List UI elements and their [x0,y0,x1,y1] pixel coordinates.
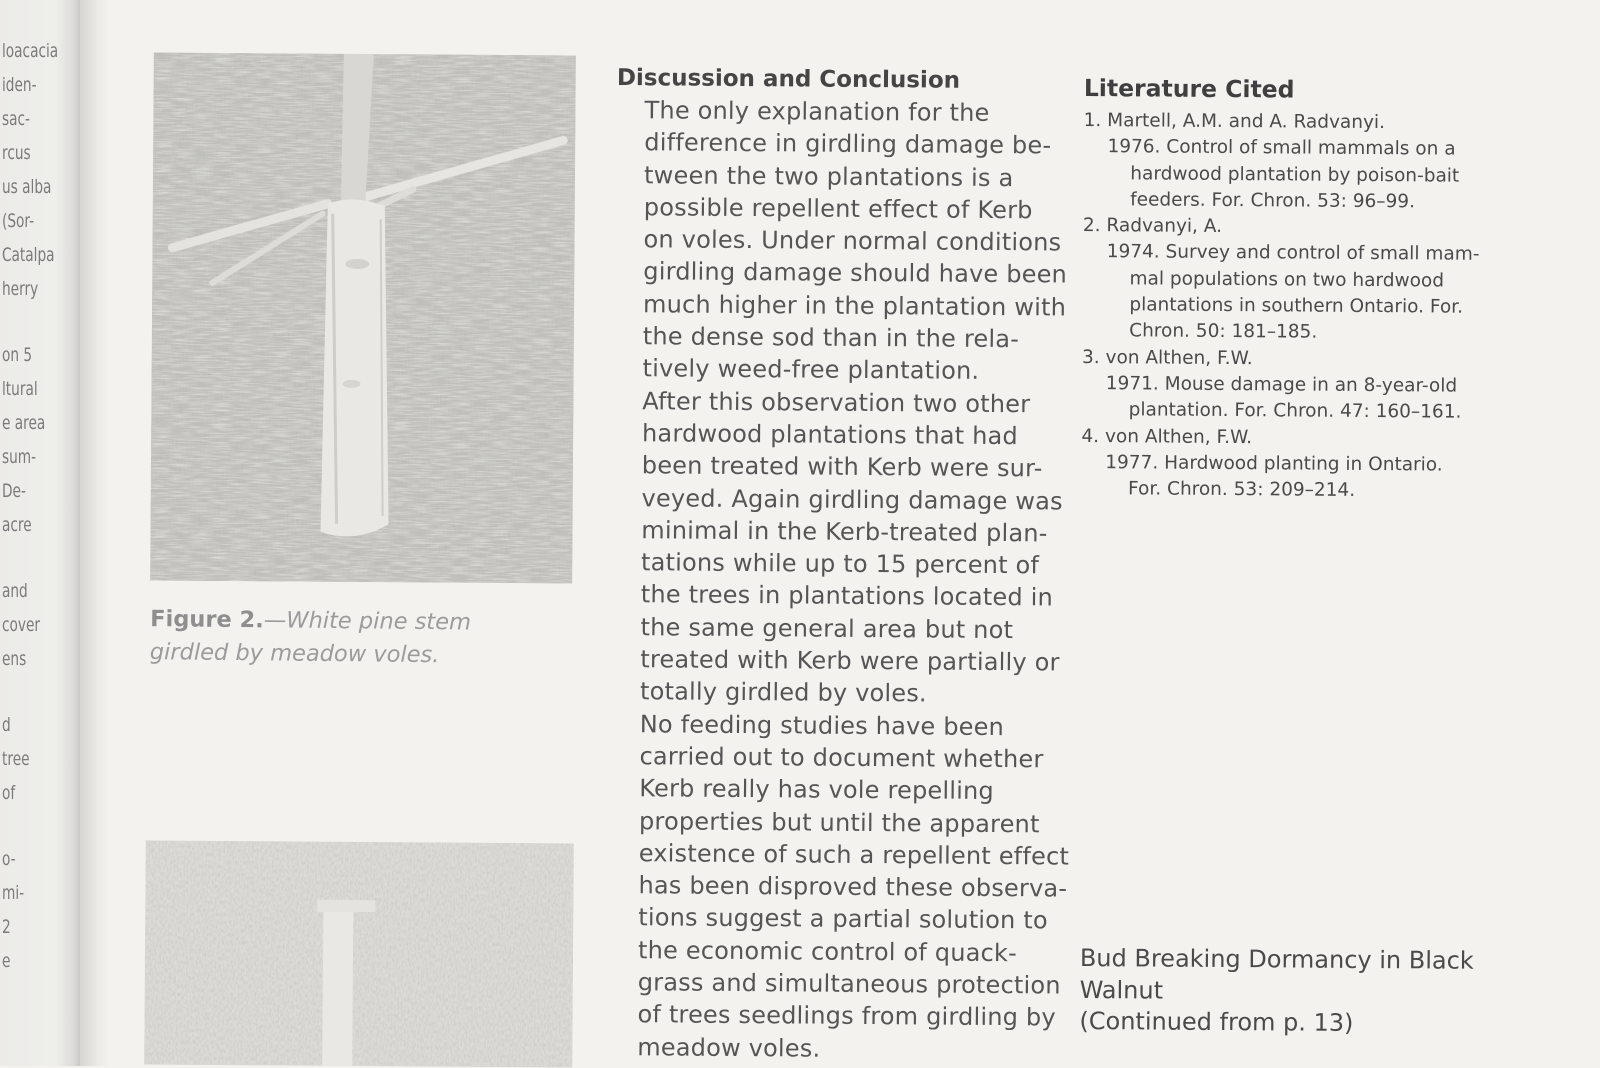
reference-author: 3. von Althen, F.W. [1081,346,1253,369]
paragraph-line: The only explanation for the [644,96,990,127]
continued-notice-line: Bud Breaking Dormancy in Black [1079,944,1474,975]
discussion-body [609,94,1070,1066]
paragraph-line: Kerb really has vole repelling [639,774,994,806]
paragraph-line: on voles. Under normal conditions [643,225,1062,257]
paragraph-line: the trees in plantations located in [640,580,1054,612]
paragraph-line: No feeding studies have been [639,709,1005,741]
paragraph-line: grass and simultaneous protection [637,968,1061,1000]
discussion-paragraph [612,385,1063,711]
adjacent-page-strip [0,0,80,1066]
adjacent-page-text-fragment: herry [2,278,39,300]
adjacent-page-text-fragment: d [2,714,11,736]
paragraph-line: tations while up to 15 percent of [640,548,1040,580]
discussion-paragraph [609,708,1070,1067]
book-gutter [80,0,110,1066]
paragraph-line: possible repellent effect of Kerb [643,193,1033,225]
continued-notice-line: Walnut [1079,975,1164,1005]
figure-2-photo [150,53,576,584]
literature-heading: Literature Cited [1083,73,1295,104]
adjacent-page-text-fragment: mi- [2,882,25,904]
paragraph-line: the economic control of quack- [637,935,1018,967]
adjacent-page-text-fragment: 2 [2,916,11,938]
adjacent-page-text-fragment: o- [2,848,16,870]
reference-continuation-line: hardwood plantation by poison-bait [1130,162,1460,187]
paragraph-line: meadow voles. [637,1032,821,1063]
reference-continuation-line: mal populations on two hardwood [1129,268,1445,292]
paragraph-line: difference in girdling damage be- [644,128,1052,160]
adjacent-page-text-fragment: rcus [2,142,31,164]
adjacent-page-text-fragment: e area [2,412,46,434]
discussion-paragraph [614,94,1068,388]
reference-continuation-line: For. Chron. 53: 209–214. [1128,478,1356,502]
reference-entry [1083,108,1524,216]
discussion-section [609,62,1070,1066]
adjacent-page-text-fragment: tree [2,748,30,770]
figure-caption-text: —White pine stem girdled by meadow voles. [149,607,472,669]
pine-stem-photo-illustration [150,53,576,584]
paragraph-line: much higher in the plantation with [642,289,1067,322]
paragraph-line: has been disproved these observa- [638,871,1068,903]
adjacent-page-text-fragment: and [2,580,28,602]
paragraph-line: tions suggest a partial solution to [638,903,1048,935]
paragraph-line: minimal in the Kerb-treated plan- [641,516,1048,548]
adjacent-page-text-fragment: acre [2,514,32,536]
reference-author: 4. von Althen, F.W. [1081,425,1253,448]
reference-title-line: 1971. Mouse damage in an 8-year-old [1105,373,1458,397]
paragraph-line: veyed. Again girdling damage was [641,483,1063,516]
discussion-heading: Discussion and Conclusion [616,64,961,94]
reference-author: 2. Radvanyi, A. [1082,215,1223,238]
figure-label: Figure 2. [150,606,264,634]
paragraph-line: properties but until the apparent [638,806,1040,838]
adjacent-page-text-fragment: ltural [2,378,38,400]
adjacent-page-text-fragment: De- [2,480,26,502]
paragraph-line: totally girdled by voles. [639,677,927,708]
reference-continuation-line: Chron. 50: 181–185. [1129,320,1318,344]
adjacent-page-text-fragment: sum- [2,446,37,468]
reference-entry [1081,424,1522,506]
paragraph-line: the dense sod than in the rela- [642,322,1020,354]
paragraph-line: tween the two plantations is a [644,160,1014,192]
reference-continuation-line: feeders. For. Chron. 53: 96–99. [1130,189,1416,213]
second-figure-photo [144,841,574,1068]
paragraph-line: treated with Kerb were partially or [640,645,1060,677]
reference-entry [1082,213,1523,348]
adjacent-page-text-fragment: of [2,782,16,804]
reference-entry [1082,345,1523,427]
paragraph-line: been treated with Kerb were sur- [641,451,1043,483]
paragraph-line: of trees seedlings from girdling by [637,1000,1056,1032]
reference-continuation-line: plantation. For. Chron. 47: 160–161. [1128,399,1462,423]
reference-title-line: 1974. Survey and control of small mam- [1106,241,1480,266]
paragraph-line: girdling damage should have been [643,257,1068,290]
paragraph-line: the same general area but not [640,612,1014,644]
continued-notice-line: (Continued from p. 13) [1079,1006,1354,1037]
figure-caption [150,603,511,673]
adjacent-page-text-fragment: ens [2,648,27,670]
paragraph-line: After this observation two other [642,386,1031,418]
reference-list [1081,108,1524,506]
paragraph-line: hardwood plantations that had [641,419,1019,451]
reference-continuation-line: plantations in southern Ontario. For. [1129,294,1464,318]
paragraph-line: tively weed-free plantation. [642,354,980,386]
paragraph-line: carried out to document whether [639,742,1044,774]
adjacent-page-text-fragment: sac- [2,108,30,130]
reference-author: 1. Martell, A.M. and A. Radvanyi. [1083,109,1386,134]
adjacent-page-text-fragment: e [2,950,11,972]
adjacent-page-text-fragment: Catalpa [2,244,55,266]
continued-notice [1079,943,1540,1041]
adjacent-page-text-fragment: (Sor- [2,210,35,232]
plantation-photo-illustration [144,841,574,1068]
adjacent-page-text-fragment: us alba [2,176,52,198]
reference-title-line: 1976. Control of small mammals on a [1107,136,1456,160]
adjacent-page-text-fragment: cover [2,614,41,636]
paragraph-line: existence of such a repellent effect [638,839,1070,871]
adjacent-page-text-fragment: loacacia [2,40,59,62]
reference-title-line: 1977. Hardwood planting in Ontario. [1105,452,1443,476]
adjacent-page-text-fragment: on 5 [2,344,33,366]
literature-section [1081,72,1524,506]
adjacent-page-text-fragment: iden- [2,74,37,96]
